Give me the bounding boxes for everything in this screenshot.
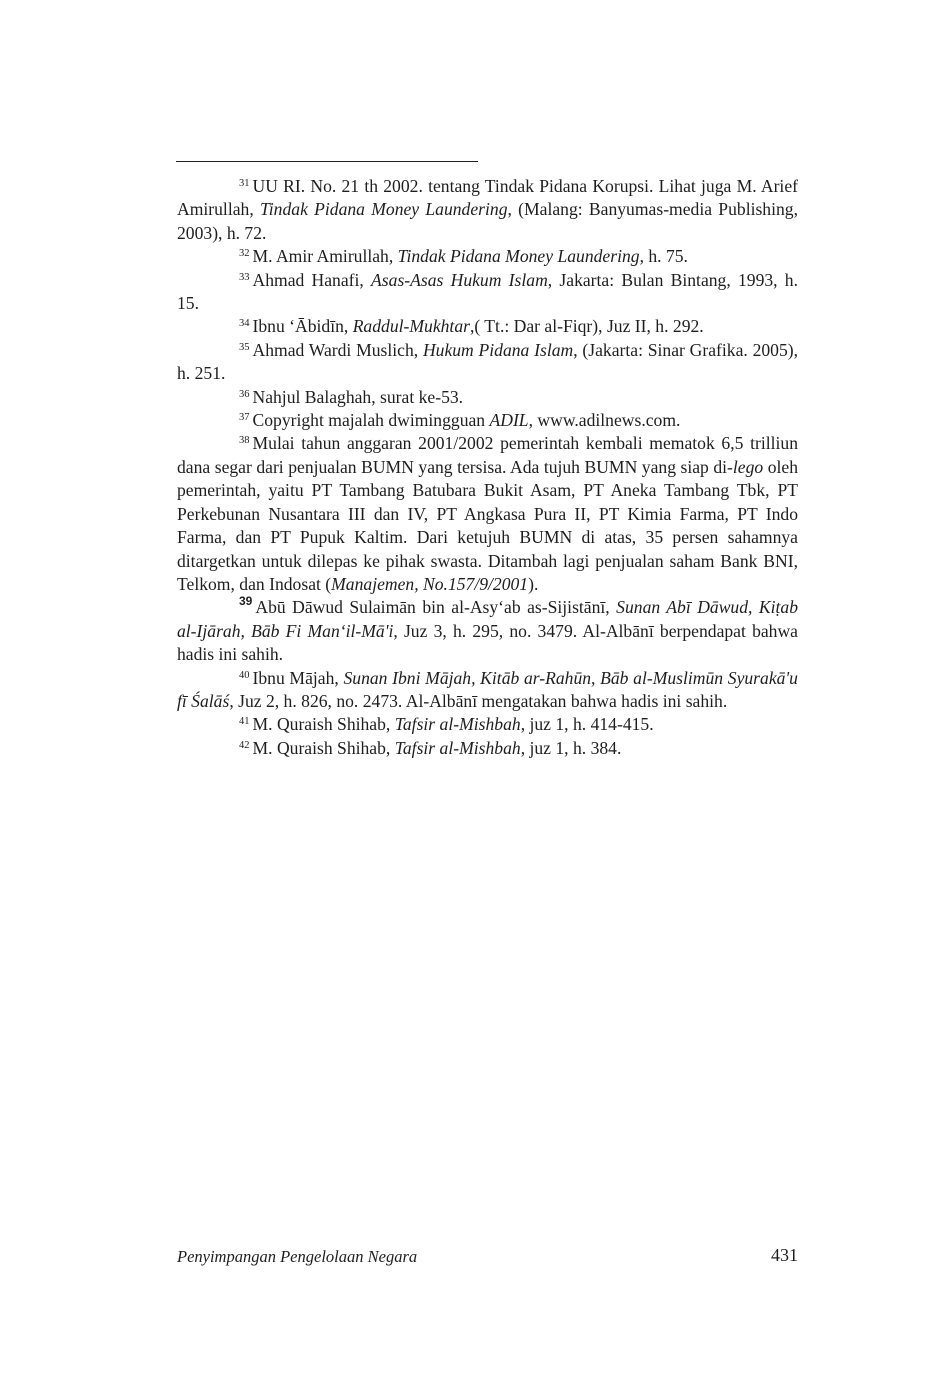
footnote-italic-text: Raddul-Mukhtar [352, 316, 470, 337]
footnote-number: 39 [239, 594, 253, 609]
footnote-number: 34 [239, 318, 250, 330]
footnote-number: 40 [239, 669, 250, 681]
footnote-text: Copyright majalah dwimingguan [252, 410, 490, 431]
footnote-text: , juz 1, h. 414-415. [520, 714, 654, 735]
footnote-number: 42 [239, 739, 250, 751]
footnote-text: , (Jakarta: Sinar Grafika. 2005), h. 251. [177, 339, 799, 384]
footnote-italic-text: Tafsir al-Mishbah [394, 737, 521, 758]
footnote-italic-text: Tindak Pidana Money Laundering [259, 199, 508, 220]
footnote-italic-text: ADIL [489, 410, 529, 431]
footnotes-section [177, 175, 798, 760]
footnote-italic-text: Asas-Asas Hukum Islam [371, 269, 548, 290]
footnote-34 [177, 315, 798, 338]
footnote-number: 36 [239, 388, 250, 400]
footnote-text: M. Amir Amirullah, [252, 246, 398, 267]
footnote-italic-text: Sunan Abī Dāwud, Kiṭab al-Ijārah, Bāb Fi Man‘il-Mā'i [177, 597, 798, 641]
footnote-italic-text: Tindak Pidana Money Laundering [397, 246, 640, 267]
footnote-41 [177, 713, 798, 736]
footnote-text: , www.adilnews.com. [528, 410, 681, 431]
footnote-italic-text: lego [732, 456, 764, 477]
footnote-number: 35 [239, 341, 250, 353]
footnote-text: ,( Tt.: Dar al-Fiqr), Juz II, h. 292. [469, 316, 704, 337]
footnote-39 [177, 596, 798, 666]
footnote-text: Ahmad Hanafi, [252, 269, 372, 290]
footnote-separator-rule [176, 161, 478, 162]
footnote-number: 41 [239, 716, 250, 728]
footnote-text: , Juz 3, h. 295, no. 3479. Al-Albānī berpendapat bahwa hadis ini sahih. [177, 620, 798, 665]
footnote-italic-text: Hukum Pidana Islam [422, 339, 574, 360]
footnote-italic-text: Sunan Ibni Mājah, Kitāb ar-Rahūn, Bāb al-Muslimūn Syurakā'u fī Śalāś [177, 667, 798, 711]
footnote-italic-text: Manajemen, No.157/9/2001 [331, 573, 529, 594]
footnote-text: , Jakarta: Bulan Bintang, 1993, h. 15. [177, 269, 799, 314]
footnote-number: 31 [239, 178, 250, 189]
footnote-text: Ibnu Mājah, [252, 667, 344, 688]
footnote-italic-text: Tafsir al-Mishbah [394, 714, 521, 735]
footnote-text: M. Quraish Shihab, [252, 714, 395, 735]
footnote-number: 37 [239, 412, 250, 424]
footnote-32 [177, 245, 798, 268]
footnote-text: , h. 75. [639, 246, 688, 267]
footnote-37 [177, 409, 798, 432]
footnote-text: Nahjul Balaghah, surat ke-53. [252, 386, 464, 407]
footnote-text: oleh pemerintah, yaitu PT Tambang Batubara Bukit Asam, PT Aneka Tambang Tbk, PT Perkebunan Nusantara III dan IV, PT Angkasa Pura II, PT Kimia Farma, PT Indo Farma, dan PT Pupuk Kaltim. Dari ketujuh BUMN di atas, 35 persen sahamnya ditargetkan untuk dilepas ke pihak swasta. Ditambah lagi penjualan saham Bank BNI, Telkom, dan Indosat ( [177, 456, 798, 594]
footnote-38 [177, 432, 798, 596]
footnote-text: ). [528, 573, 539, 594]
page-number: 431 [771, 1245, 798, 1265]
footnote-text: UU RI. No. 21 th 2002. tentang Tindak Pidana Korupsi. Lihat juga M. Arief Amirullah, [177, 176, 798, 220]
footnote-number: 33 [239, 271, 250, 283]
footnote-number: 38 [239, 435, 250, 447]
footnote-text: Abū Dāwud Sulaimān bin al-Asy‘ab as-Sijistānī, [255, 597, 617, 618]
footnote-40 [177, 667, 798, 714]
footnote-36 [177, 386, 798, 409]
footnote-text: , Juz 2, h. 826, no. 2473. Al-Albānī mengatakan bahwa hadis ini sahih. [229, 690, 728, 711]
footnote-text: , juz 1, h. 384. [520, 737, 622, 758]
footnote-text: Ibnu ‘Ābidīn, [252, 316, 353, 337]
footnote-text: Mulai tahun anggaran 2001/2002 pemerintah kembali mematok 6,5 trilliun dana segar dari penjualan BUMN yang tersisa. Ada tujuh BUMN yang siap di- [177, 433, 798, 477]
footnote-33 [177, 269, 798, 316]
running-footer-title: Penyimpangan Pengelolaan Negara [177, 1247, 418, 1266]
footnote-text: , (Malang: Banyumas-media Publishing, 2003), h. 72. [177, 199, 798, 243]
footnote-text: M. Quraish Shihab, [252, 737, 395, 758]
footnote-31 [177, 175, 798, 245]
footnote-text: Ahmad Wardi Muslich, [252, 339, 423, 360]
footnote-35 [177, 339, 798, 386]
footnote-42 [177, 737, 798, 760]
footnote-number: 32 [239, 248, 250, 260]
